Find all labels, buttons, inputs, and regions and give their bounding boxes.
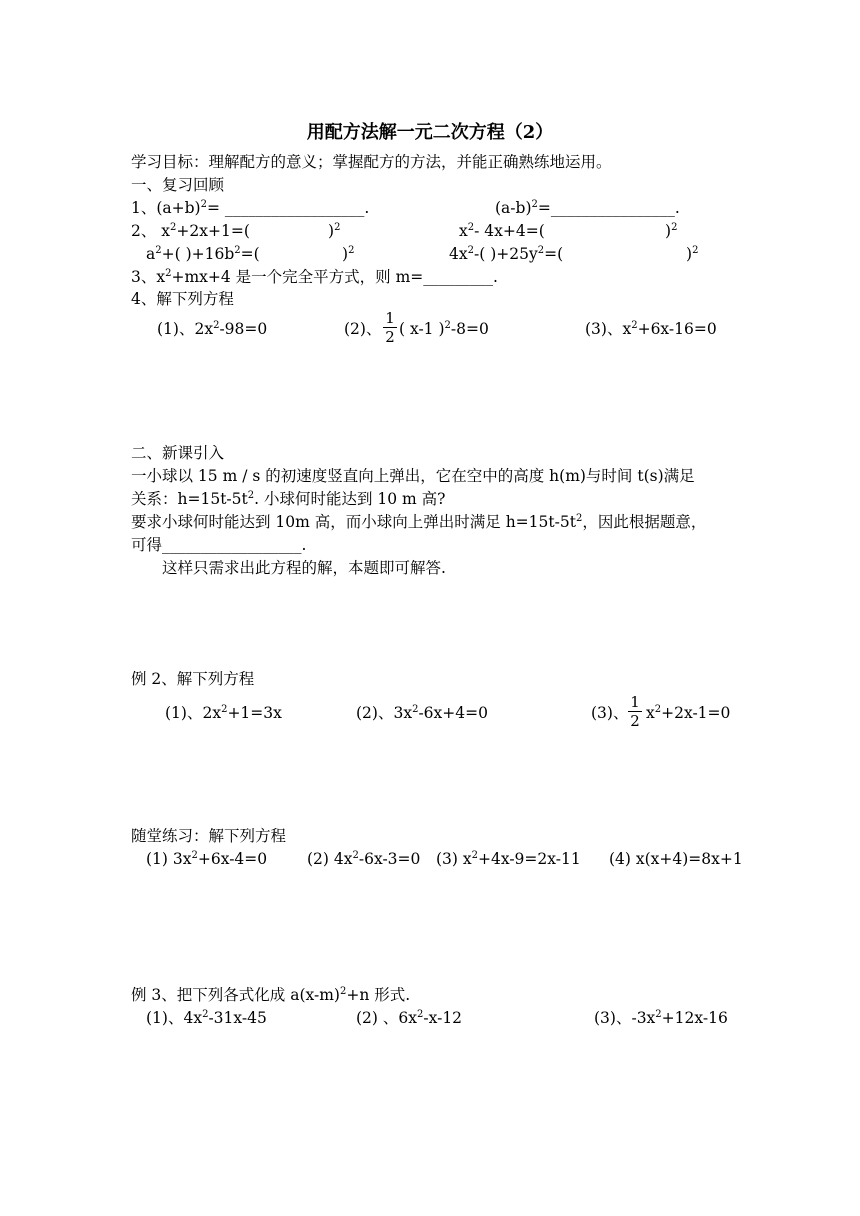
- q4-heading: 4、解下列方程: [131, 290, 234, 308]
- example3-eq1: (1)、$4x^2-31x-45$: [146, 1009, 267, 1027]
- practice-eq4: (4) x(x+4)=8x+1: [609, 850, 743, 868]
- example2-eq1: (1)、$2x^2+1=3x$: [165, 704, 282, 722]
- section2-p5: 这样只需求出此方程的解，本题即可解答.: [162, 559, 446, 577]
- q4-eq2: ( x-1 )$^2$-8=0: [399, 320, 489, 338]
- example2-eq3: $x^2+2x-1=0$: [646, 704, 731, 722]
- example2-eq3-prefix: (3)、: [591, 704, 629, 722]
- q4-eq2-prefix: (2)、: [344, 320, 382, 338]
- q2a: 2、 $x^2+2x+1=$(: [131, 222, 250, 240]
- q2d: $4x^2-$( )$+25y^2=$(: [449, 245, 564, 263]
- learning-goal: 学习目标：理解配方的意义；掌握配方的方法，并能正确熟练地运用。: [131, 153, 612, 171]
- q4-eq1: (1)、$2x^2-98=0$: [157, 320, 268, 338]
- example3-eq3: (3)、$-3x^2+12x-16$: [594, 1009, 728, 1027]
- practice-heading: 随堂练习：解下列方程: [131, 827, 287, 845]
- example2-eq2: (2)、$3x^2-6x+4=0$: [356, 704, 488, 722]
- q1b: $(a-b)^2=\_\_\_\_\_\_\_\_\_\_\_\_\_\_\_\_$.: [495, 199, 680, 217]
- q2c: $a^2+$( )$+16b^2=$(: [146, 245, 260, 263]
- practice-eq2: (2) $4x^2-6x-3=0$: [307, 850, 421, 868]
- section2-heading: 二、新课引入: [131, 444, 225, 462]
- q3: 3、$x^2+mx+4$ 是一个完全平方式，则 m=_________.: [131, 268, 498, 286]
- fraction-one-half: 1 2: [383, 310, 397, 345]
- example3-eq2: (2) 、$6x^2-x-12$: [356, 1009, 463, 1027]
- q2a-close: )$^2$: [328, 222, 341, 240]
- example2-heading: 例 2、解下列方程: [131, 670, 255, 688]
- q2d-close: )$^2$: [686, 245, 699, 263]
- section1-heading: 一、复习回顾: [131, 176, 225, 194]
- q2b-close: )$^2$: [665, 222, 678, 240]
- practice-eq1: (1) $3x^2+6x-4=0$: [146, 850, 268, 868]
- fraction-one-half: 1 2: [628, 694, 642, 729]
- q4-eq3: (3)、$x^2+6x-16=0$: [585, 320, 717, 338]
- q2b: $x^2-$ 4x+4=(: [459, 222, 545, 240]
- section2-p1: 一小球以 15 m / s 的初速度竖直向上弹出，它在空中的高度 h(m)与时间 t(s)满足: [131, 467, 695, 485]
- example3-heading: 例 3、把下列各式化成 $a(x-m)^2+n$ 形式.: [131, 986, 411, 1004]
- practice-eq3: (3) $x^2+4x-9=2x-11$: [436, 850, 581, 868]
- q2c-close: )$^2$: [342, 245, 355, 263]
- section2-p3: 要求小球何时能达到 10m 高，而小球向上弹出时满足 $h=15t-5t^2$，因此根据题意，: [131, 513, 707, 531]
- section2-p4: 可得__________________.: [131, 536, 307, 554]
- page-title: 用配方法解一元二次方程（2）: [306, 122, 554, 143]
- q1a: 1、$(a+b)^2=$ __________________.: [131, 199, 370, 217]
- section2-p2: 关系：$h=15t-5t^2$. 小球何时能达到 10 m 高?: [131, 490, 446, 508]
